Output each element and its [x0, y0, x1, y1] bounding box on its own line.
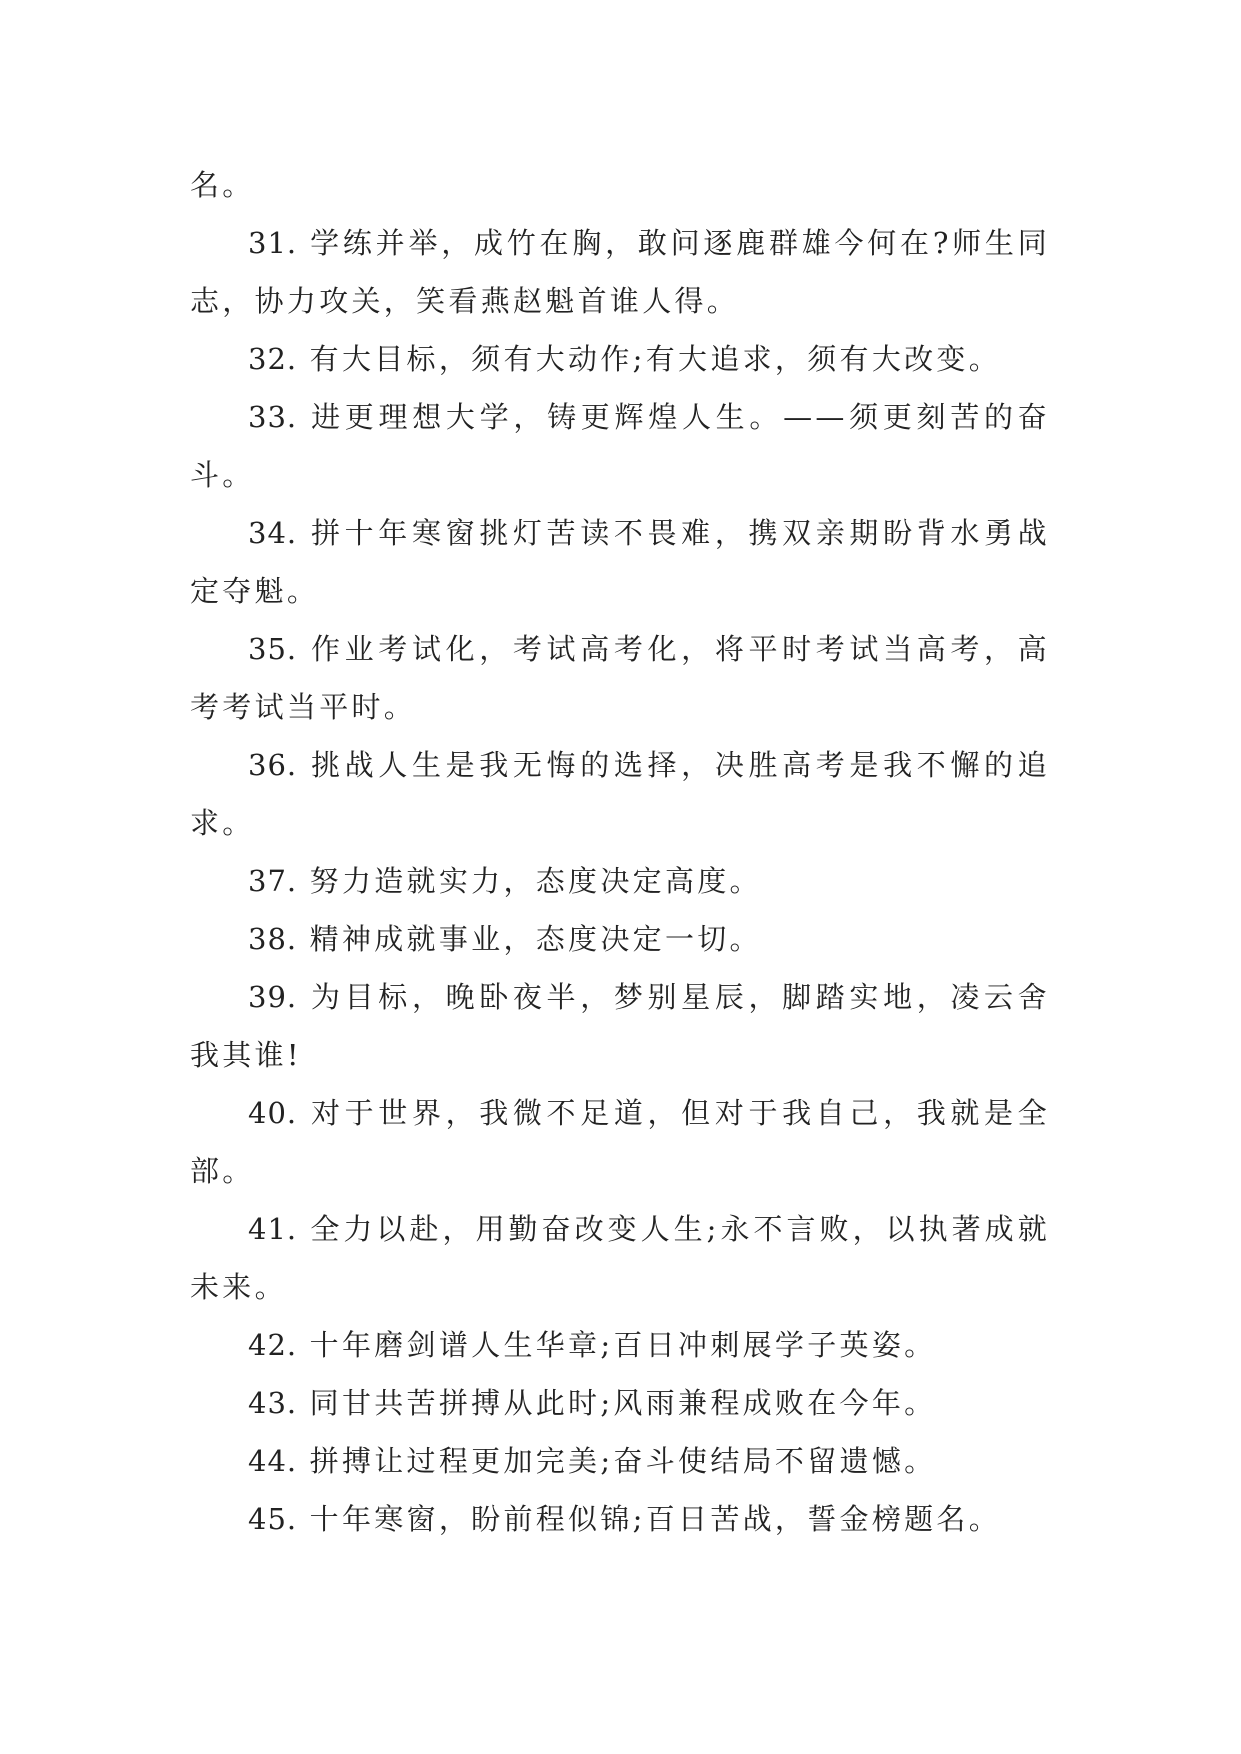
- list-item: [190, 1316, 1050, 1374]
- item-text: 有大目标，须有大动作;有大追求，须有大改变。: [309, 342, 1002, 376]
- item-number: 43.: [248, 1386, 298, 1420]
- paragraph-text: 名。: [190, 168, 255, 202]
- item-number: 44.: [248, 1444, 298, 1478]
- list-item: [190, 1374, 1050, 1432]
- item-number: 36.: [248, 748, 298, 782]
- document-body: [190, 156, 1050, 1548]
- paragraph-continuation: [190, 156, 1050, 214]
- item-text: 十年寒窗，盼前程似锦;百日苦战，誓金榜题名。: [309, 1502, 1002, 1536]
- item-text: 学练并举，成竹在胸，敢问逐鹿群雄今何在?师生同志，协力攻关，笑看燕赵魁首谁人得。: [190, 226, 1050, 318]
- item-text: 挑战人生是我无悔的选择，决胜高考是我不懈的追求。: [190, 748, 1050, 840]
- item-text: 拼搏让过程更加完美;奋斗使结局不留遗憾。: [309, 1444, 937, 1478]
- list-item: [190, 330, 1050, 388]
- list-item: [190, 214, 1050, 330]
- item-text: 为目标，晚卧夜半，梦别星辰，脚踏实地，凌云舍我其谁!: [190, 980, 1050, 1072]
- item-number: 39.: [248, 980, 298, 1014]
- item-text: 对于世界，我微不足道，但对于我自己，我就是全部。: [190, 1096, 1050, 1188]
- list-item: [190, 910, 1050, 968]
- item-text: 拼十年寒窗挑灯苦读不畏难，携双亲期盼背水勇战定夺魁。: [190, 516, 1050, 608]
- list-item: [190, 620, 1050, 736]
- list-item: [190, 1084, 1050, 1200]
- list-item: [190, 1200, 1050, 1316]
- item-text: 精神成就事业，态度决定一切。: [309, 922, 762, 956]
- list-item: [190, 968, 1050, 1084]
- item-text: 努力造就实力，态度决定高度。: [309, 864, 762, 898]
- item-text: 作业考试化，考试高考化，将平时考试当高考，高考考试当平时。: [190, 632, 1050, 724]
- list-item: [190, 504, 1050, 620]
- list-item: [190, 1490, 1050, 1548]
- item-number: 40.: [248, 1096, 298, 1130]
- list-item: [190, 852, 1050, 910]
- item-text: 进更理想大学，铸更辉煌人生。——须更刻苦的奋斗。: [190, 400, 1050, 492]
- list-item: [190, 388, 1050, 504]
- item-number: 33.: [248, 400, 298, 434]
- item-text: 十年磨剑谱人生华章;百日冲刺展学子英姿。: [309, 1328, 937, 1362]
- item-number: 38.: [248, 922, 298, 956]
- item-text: 全力以赴，用勤奋改变人生;永不言败，以执著成就未来。: [190, 1212, 1050, 1304]
- item-number: 45.: [248, 1502, 298, 1536]
- item-number: 32.: [248, 342, 298, 376]
- item-number: 31.: [248, 226, 298, 260]
- list-item: [190, 736, 1050, 852]
- item-text: 同甘共苦拼搏从此时;风雨兼程成败在今年。: [309, 1386, 937, 1420]
- item-number: 37.: [248, 864, 298, 898]
- list-item: [190, 1432, 1050, 1490]
- item-number: 34.: [248, 516, 298, 550]
- item-number: 35.: [248, 632, 298, 666]
- item-number: 41.: [248, 1212, 298, 1246]
- item-number: 42.: [248, 1328, 298, 1362]
